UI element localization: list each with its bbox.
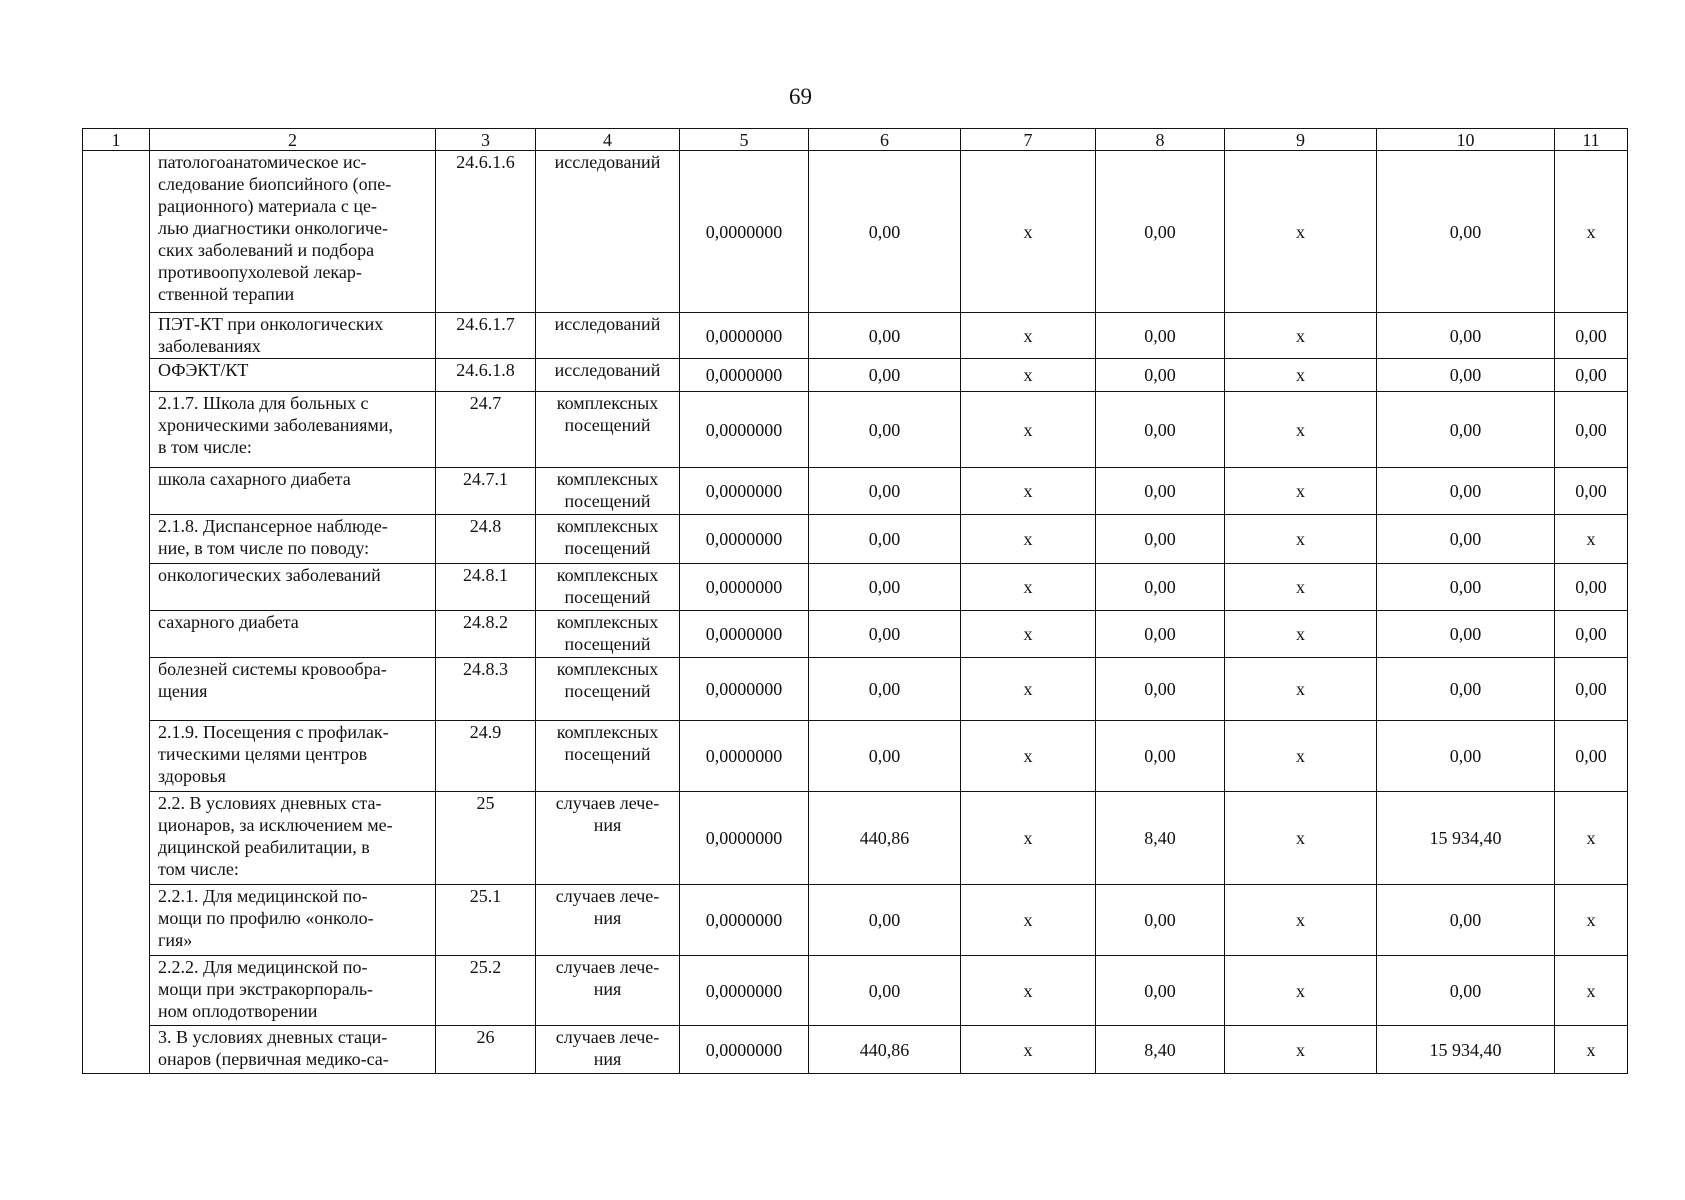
value-col-8: 0,00 [1096, 392, 1225, 468]
value-col-5: 0,0000000 [680, 792, 809, 885]
row-name: патологоанатомическое ис- следование биопсийного (опе- рационного) материала с це- лью диагностики онкологиче- ских заболеваний и подбора противоопухолевой лекар- ственной терапии [150, 151, 436, 313]
value-col-5: 0,0000000 [680, 515, 809, 564]
value-col-11: 0,00 [1555, 564, 1628, 611]
value-col-5: 0,0000000 [680, 611, 809, 658]
row-code: 25 [436, 792, 536, 885]
value-col-6: 0,00 [809, 359, 961, 392]
row-code: 24.9 [436, 721, 536, 792]
value-col-6: 440,86 [809, 792, 961, 885]
value-col-6: 0,00 [809, 658, 961, 721]
value-col-9: х [1225, 151, 1377, 313]
table-row [83, 151, 1628, 313]
value-col-9: х [1225, 468, 1377, 515]
column-header: 9 [1225, 129, 1377, 151]
table-row [83, 515, 1628, 564]
value-col-10: 0,00 [1377, 658, 1555, 721]
value-col-10: 15 934,40 [1377, 1026, 1555, 1074]
row-name: ПЭТ-КТ при онкологических заболеваниях [150, 313, 436, 359]
value-col-7: х [961, 721, 1096, 792]
value-col-7: х [961, 564, 1096, 611]
table-row [83, 392, 1628, 468]
value-col-9: х [1225, 885, 1377, 956]
column-header: 8 [1096, 129, 1225, 151]
table-row [83, 1026, 1628, 1074]
value-col-8: 0,00 [1096, 658, 1225, 721]
value-col-10: 0,00 [1377, 359, 1555, 392]
value-col-10: 0,00 [1377, 468, 1555, 515]
value-col-11: 0,00 [1555, 313, 1628, 359]
value-col-7: х [961, 885, 1096, 956]
data-table [82, 128, 1628, 1074]
value-col-7: х [961, 611, 1096, 658]
value-col-11: х [1555, 515, 1628, 564]
value-col-6: 0,00 [809, 313, 961, 359]
row-code: 24.6.1.8 [436, 359, 536, 392]
value-col-7: х [961, 1026, 1096, 1074]
row-unit: комплексных посещений [536, 392, 680, 468]
column-header: 1 [83, 129, 150, 151]
value-col-6: 0,00 [809, 515, 961, 564]
row-code: 24.8.1 [436, 564, 536, 611]
value-col-11: 0,00 [1555, 658, 1628, 721]
value-col-11: х [1555, 1026, 1628, 1074]
value-col-5: 0,0000000 [680, 564, 809, 611]
value-col-9: х [1225, 313, 1377, 359]
value-col-6: 0,00 [809, 151, 961, 313]
value-col-7: х [961, 792, 1096, 885]
row-name: 2.1.7. Школа для больных с хроническими заболеваниями, в том числе: [150, 392, 436, 468]
value-col-11: х [1555, 151, 1628, 313]
table-row [83, 611, 1628, 658]
column-header: 7 [961, 129, 1096, 151]
value-col-11: 0,00 [1555, 392, 1628, 468]
row-code: 24.8 [436, 515, 536, 564]
row-unit: комплексных посещений [536, 611, 680, 658]
value-col-5: 0,0000000 [680, 359, 809, 392]
value-col-6: 0,00 [809, 956, 961, 1026]
value-col-10: 0,00 [1377, 956, 1555, 1026]
value-col-11: х [1555, 885, 1628, 956]
table-row [83, 721, 1628, 792]
value-col-11: 0,00 [1555, 359, 1628, 392]
header-row [83, 129, 1628, 151]
value-col-9: х [1225, 611, 1377, 658]
row-code: 24.8.3 [436, 658, 536, 721]
column-header: 4 [536, 129, 680, 151]
table-row [83, 792, 1628, 885]
value-col-11: х [1555, 792, 1628, 885]
value-col-8: 0,00 [1096, 564, 1225, 611]
column-header: 10 [1377, 129, 1555, 151]
table-row [83, 313, 1628, 359]
value-col-7: х [961, 658, 1096, 721]
value-col-9: х [1225, 721, 1377, 792]
value-col-9: х [1225, 564, 1377, 611]
value-col-8: 0,00 [1096, 515, 1225, 564]
row-code: 24.7 [436, 392, 536, 468]
table-row [83, 885, 1628, 956]
value-col-8: 0,00 [1096, 611, 1225, 658]
value-col-5: 0,0000000 [680, 151, 809, 313]
row-unit: комплексных посещений [536, 658, 680, 721]
row-code: 24.7.1 [436, 468, 536, 515]
column-header: 6 [809, 129, 961, 151]
row-name: школа сахарного диабета [150, 468, 436, 515]
row-code: 24.6.1.6 [436, 151, 536, 313]
value-col-10: 0,00 [1377, 721, 1555, 792]
value-col-6: 0,00 [809, 392, 961, 468]
row-name: 2.1.8. Диспансерное наблюде- ние, в том числе по поводу: [150, 515, 436, 564]
value-col-5: 0,0000000 [680, 658, 809, 721]
table-row [83, 359, 1628, 392]
value-col-8: 0,00 [1096, 956, 1225, 1026]
value-col-6: 0,00 [809, 564, 961, 611]
value-col-7: х [961, 956, 1096, 1026]
value-col-6: 0,00 [809, 611, 961, 658]
value-col-7: х [961, 392, 1096, 468]
row-code: 24.6.1.7 [436, 313, 536, 359]
value-col-11: 0,00 [1555, 721, 1628, 792]
value-col-5: 0,0000000 [680, 721, 809, 792]
value-col-5: 0,0000000 [680, 313, 809, 359]
row-unit: комплексных посещений [536, 468, 680, 515]
value-col-7: х [961, 151, 1096, 313]
value-col-7: х [961, 515, 1096, 564]
value-col-8: 0,00 [1096, 468, 1225, 515]
page-number: 69 [789, 84, 812, 109]
column-header: 11 [1555, 129, 1628, 151]
value-col-9: х [1225, 792, 1377, 885]
value-col-11: х [1555, 956, 1628, 1026]
row-unit: комплексных посещений [536, 564, 680, 611]
value-col-10: 0,00 [1377, 515, 1555, 564]
value-col-8: 0,00 [1096, 359, 1225, 392]
value-col-7: х [961, 313, 1096, 359]
row-code: 25.1 [436, 885, 536, 956]
row-name: 2.2.2. Для медицинской по- мощи при экстракорпораль- ном оплодотворении [150, 956, 436, 1026]
value-col-6: 440,86 [809, 1026, 961, 1074]
value-col-8: 8,40 [1096, 792, 1225, 885]
value-col-10: 0,00 [1377, 564, 1555, 611]
value-col-5: 0,0000000 [680, 392, 809, 468]
row-name: 3. В условиях дневных стаци- онаров (первичная медико-са- [150, 1026, 436, 1074]
value-col-9: х [1225, 956, 1377, 1026]
row-unit: случаев лече- ния [536, 885, 680, 956]
row-name: ОФЭКТ/КТ [150, 359, 436, 392]
value-col-5: 0,0000000 [680, 1026, 809, 1074]
value-col-9: х [1225, 1026, 1377, 1074]
row-unit: исследований [536, 313, 680, 359]
row-unit: случаев лече- ния [536, 792, 680, 885]
value-col-10: 15 934,40 [1377, 792, 1555, 885]
table-body [83, 151, 1628, 1074]
row-name: 2.2. В условиях дневных ста- ционаров, за исключением ме- дицинской реабилитации, в том числе: [150, 792, 436, 885]
row-unit: случаев лече- ния [536, 956, 680, 1026]
row-name: 2.2.1. Для медицинской по- мощи по профилю «онколо- гия» [150, 885, 436, 956]
value-col-10: 0,00 [1377, 885, 1555, 956]
value-col-9: х [1225, 658, 1377, 721]
row-code: 25.2 [436, 956, 536, 1026]
value-col-10: 0,00 [1377, 151, 1555, 313]
value-col-8: 0,00 [1096, 885, 1225, 956]
table-row [83, 956, 1628, 1026]
column-header: 5 [680, 129, 809, 151]
row-code: 26 [436, 1026, 536, 1074]
row-name: сахарного диабета [150, 611, 436, 658]
row-code: 24.8.2 [436, 611, 536, 658]
column-header: 2 [150, 129, 436, 151]
row-name: онкологических заболеваний [150, 564, 436, 611]
value-col-11: 0,00 [1555, 468, 1628, 515]
row-unit: исследований [536, 151, 680, 313]
table-row [83, 564, 1628, 611]
table-row [83, 468, 1628, 515]
value-col-10: 0,00 [1377, 313, 1555, 359]
value-col-5: 0,0000000 [680, 956, 809, 1026]
row-unit: исследований [536, 359, 680, 392]
column-header: 3 [436, 129, 536, 151]
value-col-6: 0,00 [809, 721, 961, 792]
value-col-10: 0,00 [1377, 392, 1555, 468]
value-col-6: 0,00 [809, 468, 961, 515]
value-col-10: 0,00 [1377, 611, 1555, 658]
value-col-7: х [961, 468, 1096, 515]
value-col-5: 0,0000000 [680, 885, 809, 956]
column-1-cell [83, 151, 150, 1074]
value-col-6: 0,00 [809, 885, 961, 956]
row-unit: комплексных посещений [536, 515, 680, 564]
table-row [83, 658, 1628, 721]
value-col-9: х [1225, 515, 1377, 564]
value-col-9: х [1225, 359, 1377, 392]
value-col-7: х [961, 359, 1096, 392]
value-col-9: х [1225, 392, 1377, 468]
value-col-8: 0,00 [1096, 313, 1225, 359]
value-col-11: 0,00 [1555, 611, 1628, 658]
row-unit: комплексных посещений [536, 721, 680, 792]
row-name: 2.1.9. Посещения с профилак- тическими целями центров здоровья [150, 721, 436, 792]
value-col-8: 8,40 [1096, 1026, 1225, 1074]
value-col-5: 0,0000000 [680, 468, 809, 515]
row-name: болезней системы кровообра- щения [150, 658, 436, 721]
value-col-8: 0,00 [1096, 151, 1225, 313]
row-unit: случаев лече- ния [536, 1026, 680, 1074]
value-col-8: 0,00 [1096, 721, 1225, 792]
